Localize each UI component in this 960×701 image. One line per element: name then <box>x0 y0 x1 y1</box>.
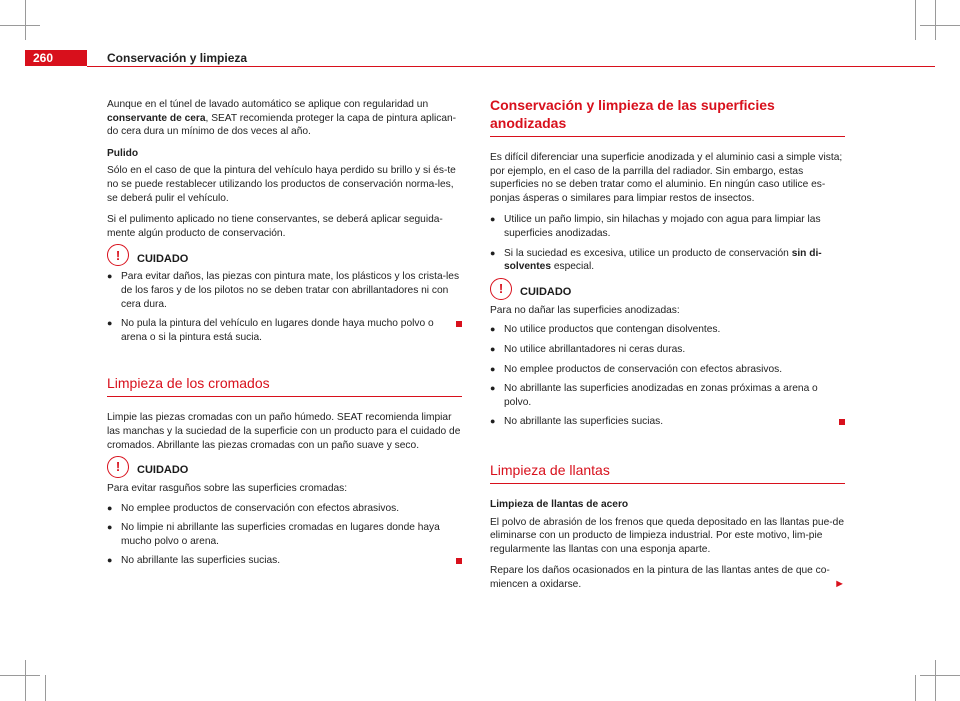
crop-mark <box>0 675 40 676</box>
llantas-paragraph: Repare los daños ocasionados en la pintura de las llantas antes de que co-miencen a oxidarse. ► <box>490 565 845 590</box>
section-heading-cromados: Limpieza de los cromados <box>107 374 462 397</box>
list-item: ● Utilice un paño limpio, sin hilachas y mojado con agua para limpiar las superficies anodizadas. <box>490 214 821 239</box>
warning-icon: ! <box>107 244 129 266</box>
list-item: ● Si la suciedad es excesiva, utilice un producto de conservación sin di-solventes especial. <box>490 247 822 273</box>
right-column <box>490 98 845 599</box>
crop-mark <box>25 0 26 40</box>
list-item: ● No abrillante las superficies sucias. <box>490 415 845 429</box>
list-item: ● No emplee productos de conservación con efectos abrasivos. <box>490 363 783 375</box>
cromados-paragraph: Limpie las piezas cromadas con un paño húmedo. SEAT recomienda limpiar las manchas y la suciedad de la superficie con un producto para el cuidado de cromados. Abrillante las piezas cromadas con un paño suave y seco. <box>107 412 461 451</box>
left-column <box>107 98 462 574</box>
pulido-title: Pulido <box>107 147 139 159</box>
section-heading-llantas: Limpieza de llantas <box>490 461 845 484</box>
caution-intro: Para evitar rasguños sobre las superficies cromadas: <box>107 483 348 495</box>
end-of-section-marker <box>839 419 845 425</box>
crop-mark <box>0 25 40 26</box>
crop-mark <box>920 25 960 26</box>
warning-icon: ! <box>490 278 512 300</box>
end-of-section-marker <box>456 558 462 564</box>
anodizadas-paragraph: Es difícil diferenciar una superficie anodizada y el aluminio casi a simple vista; por ejemplo, en el caso de la parrilla del radiador. Sin embargo, estas superficies no se deben tratar como el aluminio. En ningún caso utilice es-ponjas ásperas o similares para limpiar restos de insectos. <box>490 152 843 204</box>
crop-mark <box>915 0 916 40</box>
list-item: ● No limpie ni abrillante las superficies cromadas en lugares donde haya mucho polvo o arena. <box>107 522 440 547</box>
caution-intro: Para no dañar las superficies anodizadas: <box>490 304 680 316</box>
list-item: ● No utilice productos que contengan disolventes. <box>490 324 721 336</box>
caution-label: CUIDADO <box>520 285 572 298</box>
crop-mark <box>935 0 936 40</box>
list-item: ● No abrillante las superficies sucias. <box>107 554 462 568</box>
list-item: ● No utilice abrillantadores ni ceras duras. <box>490 343 686 355</box>
intro-paragraph: Aunque en el túnel de lavado automático se aplique con regularidad un conservante de cera, SEAT recomienda proteger la capa de pintura aplican-do cera dura un mínimo de dos veces al año. <box>107 99 457 138</box>
llantas-paragraph: El polvo de abrasión de los frenos que queda depositado en las llantas pue-de eliminarse con un producto de limpieza industrial. Por este motivo, lim-pie regularmente las llantas con una esponja aparte. <box>490 516 844 555</box>
caution-header <box>107 459 462 478</box>
caution-label: CUIDADO <box>137 464 189 477</box>
header-rule <box>87 66 935 67</box>
crop-mark <box>915 675 916 701</box>
crop-mark <box>920 675 960 676</box>
caution-header <box>490 280 845 300</box>
llantas-subtitle: Limpieza de llantas de acero <box>490 498 629 510</box>
pulido-paragraph: Sólo en el caso de que la pintura del vehículo haya perdido su brillo y si és-te no se puede restablecer utilizando los productos de conservación norma-les, se deberá pulir el vehículo. <box>107 165 456 204</box>
list-item: ● No emplee productos de conservación con efectos abrasivos. <box>107 502 400 514</box>
section-heading-anodizadas: Conservación y limpieza de las superficies anodizadas <box>490 96 845 137</box>
crop-mark <box>25 660 26 701</box>
page-title: Conservación y limpieza <box>107 51 248 65</box>
page-number: 260 <box>25 50 87 66</box>
end-of-section-marker <box>456 321 462 327</box>
list-item: ● No pula la pintura del vehículo en lugares donde haya mucho polvo o arena o si la pintura está sucia. <box>107 317 462 344</box>
list-item: ● No abrillante las superficies anodizadas en zonas próximas a arena o polvo. <box>490 383 818 408</box>
pulido-paragraph: Si el pulimento aplicado no tiene conservantes, se deberá aplicar seguida-mente algún producto de conservación. <box>107 214 443 239</box>
warning-icon: ! <box>107 456 129 478</box>
caution-label: CUIDADO <box>137 252 189 265</box>
caution-header <box>107 247 462 266</box>
continue-arrow-icon: ► <box>834 577 845 590</box>
crop-mark <box>935 660 936 701</box>
list-item: ● Para evitar daños, las piezas con pintura mate, los plásticos y los crista-les de los faros y de los pilotos no se deben tratar con abrillantadores ni con cera dura. <box>107 271 460 310</box>
crop-mark <box>45 675 46 701</box>
